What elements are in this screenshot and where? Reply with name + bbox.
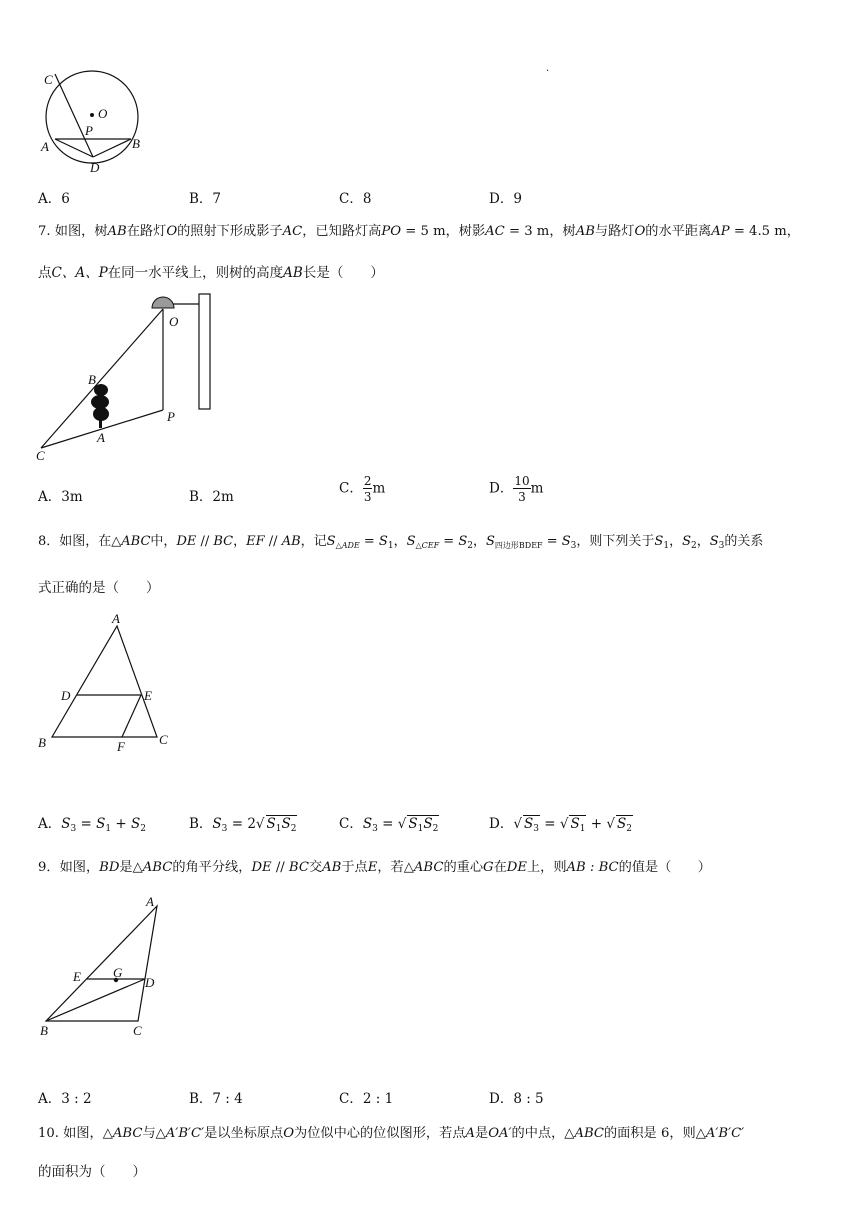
q6-chord-CD <box>55 74 93 157</box>
option-value: 3m <box>61 489 83 505</box>
q9-label-G: G <box>113 965 123 980</box>
option-letter: A． <box>38 191 62 207</box>
option-value: 2 : 1 <box>362 1091 394 1107</box>
q9-option-b[interactable] <box>189 1087 243 1107</box>
option-letter: B． <box>189 1091 213 1107</box>
sqrt-body: $S_1S_2$ <box>266 816 297 834</box>
option-letter: D． <box>489 1091 514 1107</box>
q6-label-B: B <box>132 136 140 151</box>
q9-label-D: D <box>145 975 155 990</box>
option-value: 7 <box>212 191 222 207</box>
option-unit: m <box>530 480 544 497</box>
q6-label-C: C <box>44 72 53 87</box>
q6-option-d[interactable] <box>489 187 522 207</box>
sqrt-sign: √ <box>255 816 265 832</box>
q10-stem-line1: 10. 如图，△ABC与△A′B′C′是以坐标原点O为位似中心的位似图形，若点A是OA′的中点，△ABC的面积是 6，则△A′B′C′ <box>38 1126 745 1141</box>
q8-label-A: A <box>112 611 120 626</box>
option-value: 6 <box>61 191 70 207</box>
q7-stem-line1: 7. 如图，树AB在路灯O的照射下形成影子AC，已知路灯高PO = 5 m，树影AC = 3 m，树AB与路灯O的水平距离AP = 4.5 m， <box>38 224 800 239</box>
sqrt-body: $S_2$ <box>616 816 632 834</box>
q8-label-C: C <box>159 732 168 747</box>
option-unit: m <box>372 480 386 497</box>
q10-stem-line2: 的面积为（ ） <box>38 1164 146 1180</box>
q7-label-P: P <box>167 409 175 424</box>
q7-option-b[interactable] <box>189 485 234 505</box>
sqrt-sign: √ <box>606 816 615 832</box>
option-value: 7 : 4 <box>212 1091 243 1107</box>
q8-stem-line1: 8．如图，在△ABC中，DE // BC，EF // AB，记$S_{\triangle ADE} = S_1$，$S_{\triangle CEF} = S_2$，$S_{四边形BDEF} = S_3$，则下列关于$S_1$，$S_2$，$S_3$的关系 <box>38 534 764 551</box>
q7-stem-line2: 点C、A、P在同一水平线上，则树的高度AB长是（ ） <box>38 265 384 281</box>
sqrt-body: $S_1$ <box>570 816 586 834</box>
option-letter: A． <box>38 1091 62 1107</box>
q9-segment-BD <box>46 979 145 1021</box>
q6-option-a[interactable] <box>38 187 70 207</box>
option-value: 3 : 2 <box>61 1091 92 1107</box>
option-letter: C． <box>339 480 363 497</box>
option-letter: C． <box>339 191 363 207</box>
q8-triangle-figure <box>30 610 180 755</box>
q7-label-A: A <box>97 430 105 445</box>
q9-label-E: E <box>73 969 81 984</box>
q7-lamp-icon <box>152 297 174 308</box>
stray-dot: · <box>546 66 550 77</box>
q7-option-d[interactable] <box>489 475 543 503</box>
q9-triangle-figure <box>30 890 180 1040</box>
option-value: 8 <box>362 191 372 207</box>
sqrt-sign: √ <box>513 816 522 832</box>
q6-option-c[interactable] <box>339 187 371 207</box>
q7-option-a[interactable] <box>38 485 83 505</box>
q8-option-b[interactable]: B．$S_3 = 2√$ $S_1S_2$ <box>189 816 297 834</box>
q7-label-O: O <box>169 314 179 329</box>
q9-label-C: C <box>133 1023 142 1038</box>
sqrt-body: $S_3$ <box>523 816 539 834</box>
option-letter: A． <box>38 489 62 505</box>
q9-stem: 9．如图，BD是△ABC的角平分线，DE // BC交AB于点E，若△ABC的重心G在DE上，则AB : BC的值是（ ） <box>38 860 711 875</box>
q9-label-A: A <box>146 894 154 909</box>
q8-option-d[interactable]: D．√ $S_3$ = √ $S_1$ + √ $S_2$ <box>489 816 632 834</box>
sqrt-body: $S_1S_2$ <box>408 816 439 834</box>
option-letter: C． <box>339 1091 363 1107</box>
q7-pole <box>199 294 210 409</box>
q6-label-P: P <box>85 123 93 138</box>
q8-label-E: E <box>144 688 152 703</box>
sqrt-sign: √ <box>397 816 407 832</box>
fraction: $\frac{10}{3}$ <box>514 474 530 504</box>
q8-label-B: B <box>38 735 46 750</box>
q8-option-c[interactable]: C．$S_3$ = √ $S_1S_2$ <box>339 816 439 834</box>
q7-label-C: C <box>36 448 45 463</box>
option-letter: B． <box>189 489 213 505</box>
option-letter: B． <box>189 191 213 207</box>
option-letter: D． <box>489 191 514 207</box>
tree-silhouette-icon <box>91 384 109 428</box>
q9-label-B: B <box>40 1023 48 1038</box>
option-value: 8 : 5 <box>513 1091 544 1107</box>
q6-label-D: D <box>90 160 100 175</box>
q7-label-B: B <box>88 372 96 387</box>
q8-triangle-ABC <box>52 626 157 737</box>
q6-circle-figure <box>30 60 150 180</box>
q7-option-c[interactable] <box>339 475 385 503</box>
q8-label-F: F <box>117 739 125 754</box>
q6-center-point <box>90 113 94 117</box>
q8-segment-EF <box>122 695 141 737</box>
q7-streetlight-figure <box>30 290 220 465</box>
q8-option-a[interactable]: A．$S_3 = S_1 + S_2$ <box>38 816 147 834</box>
q8-label-D: D <box>61 688 71 703</box>
q6-label-O: O <box>98 106 108 121</box>
sqrt-sign: √ <box>559 816 569 832</box>
q9-option-d[interactable] <box>489 1087 544 1107</box>
q9-triangle-ABC <box>46 906 157 1021</box>
fraction: $\frac{2}{3}$ <box>363 474 372 504</box>
q9-option-c[interactable] <box>339 1087 393 1107</box>
q8-stem-line2: 式正确的是（ ） <box>38 580 160 596</box>
option-value: 2m <box>212 489 234 505</box>
q6-label-A: A <box>41 139 49 154</box>
option-letter: D． <box>489 480 514 497</box>
option-value: 9 <box>513 191 522 207</box>
q9-option-a[interactable] <box>38 1087 92 1107</box>
q6-option-b[interactable] <box>189 187 221 207</box>
q6-segment-AD <box>55 139 93 157</box>
